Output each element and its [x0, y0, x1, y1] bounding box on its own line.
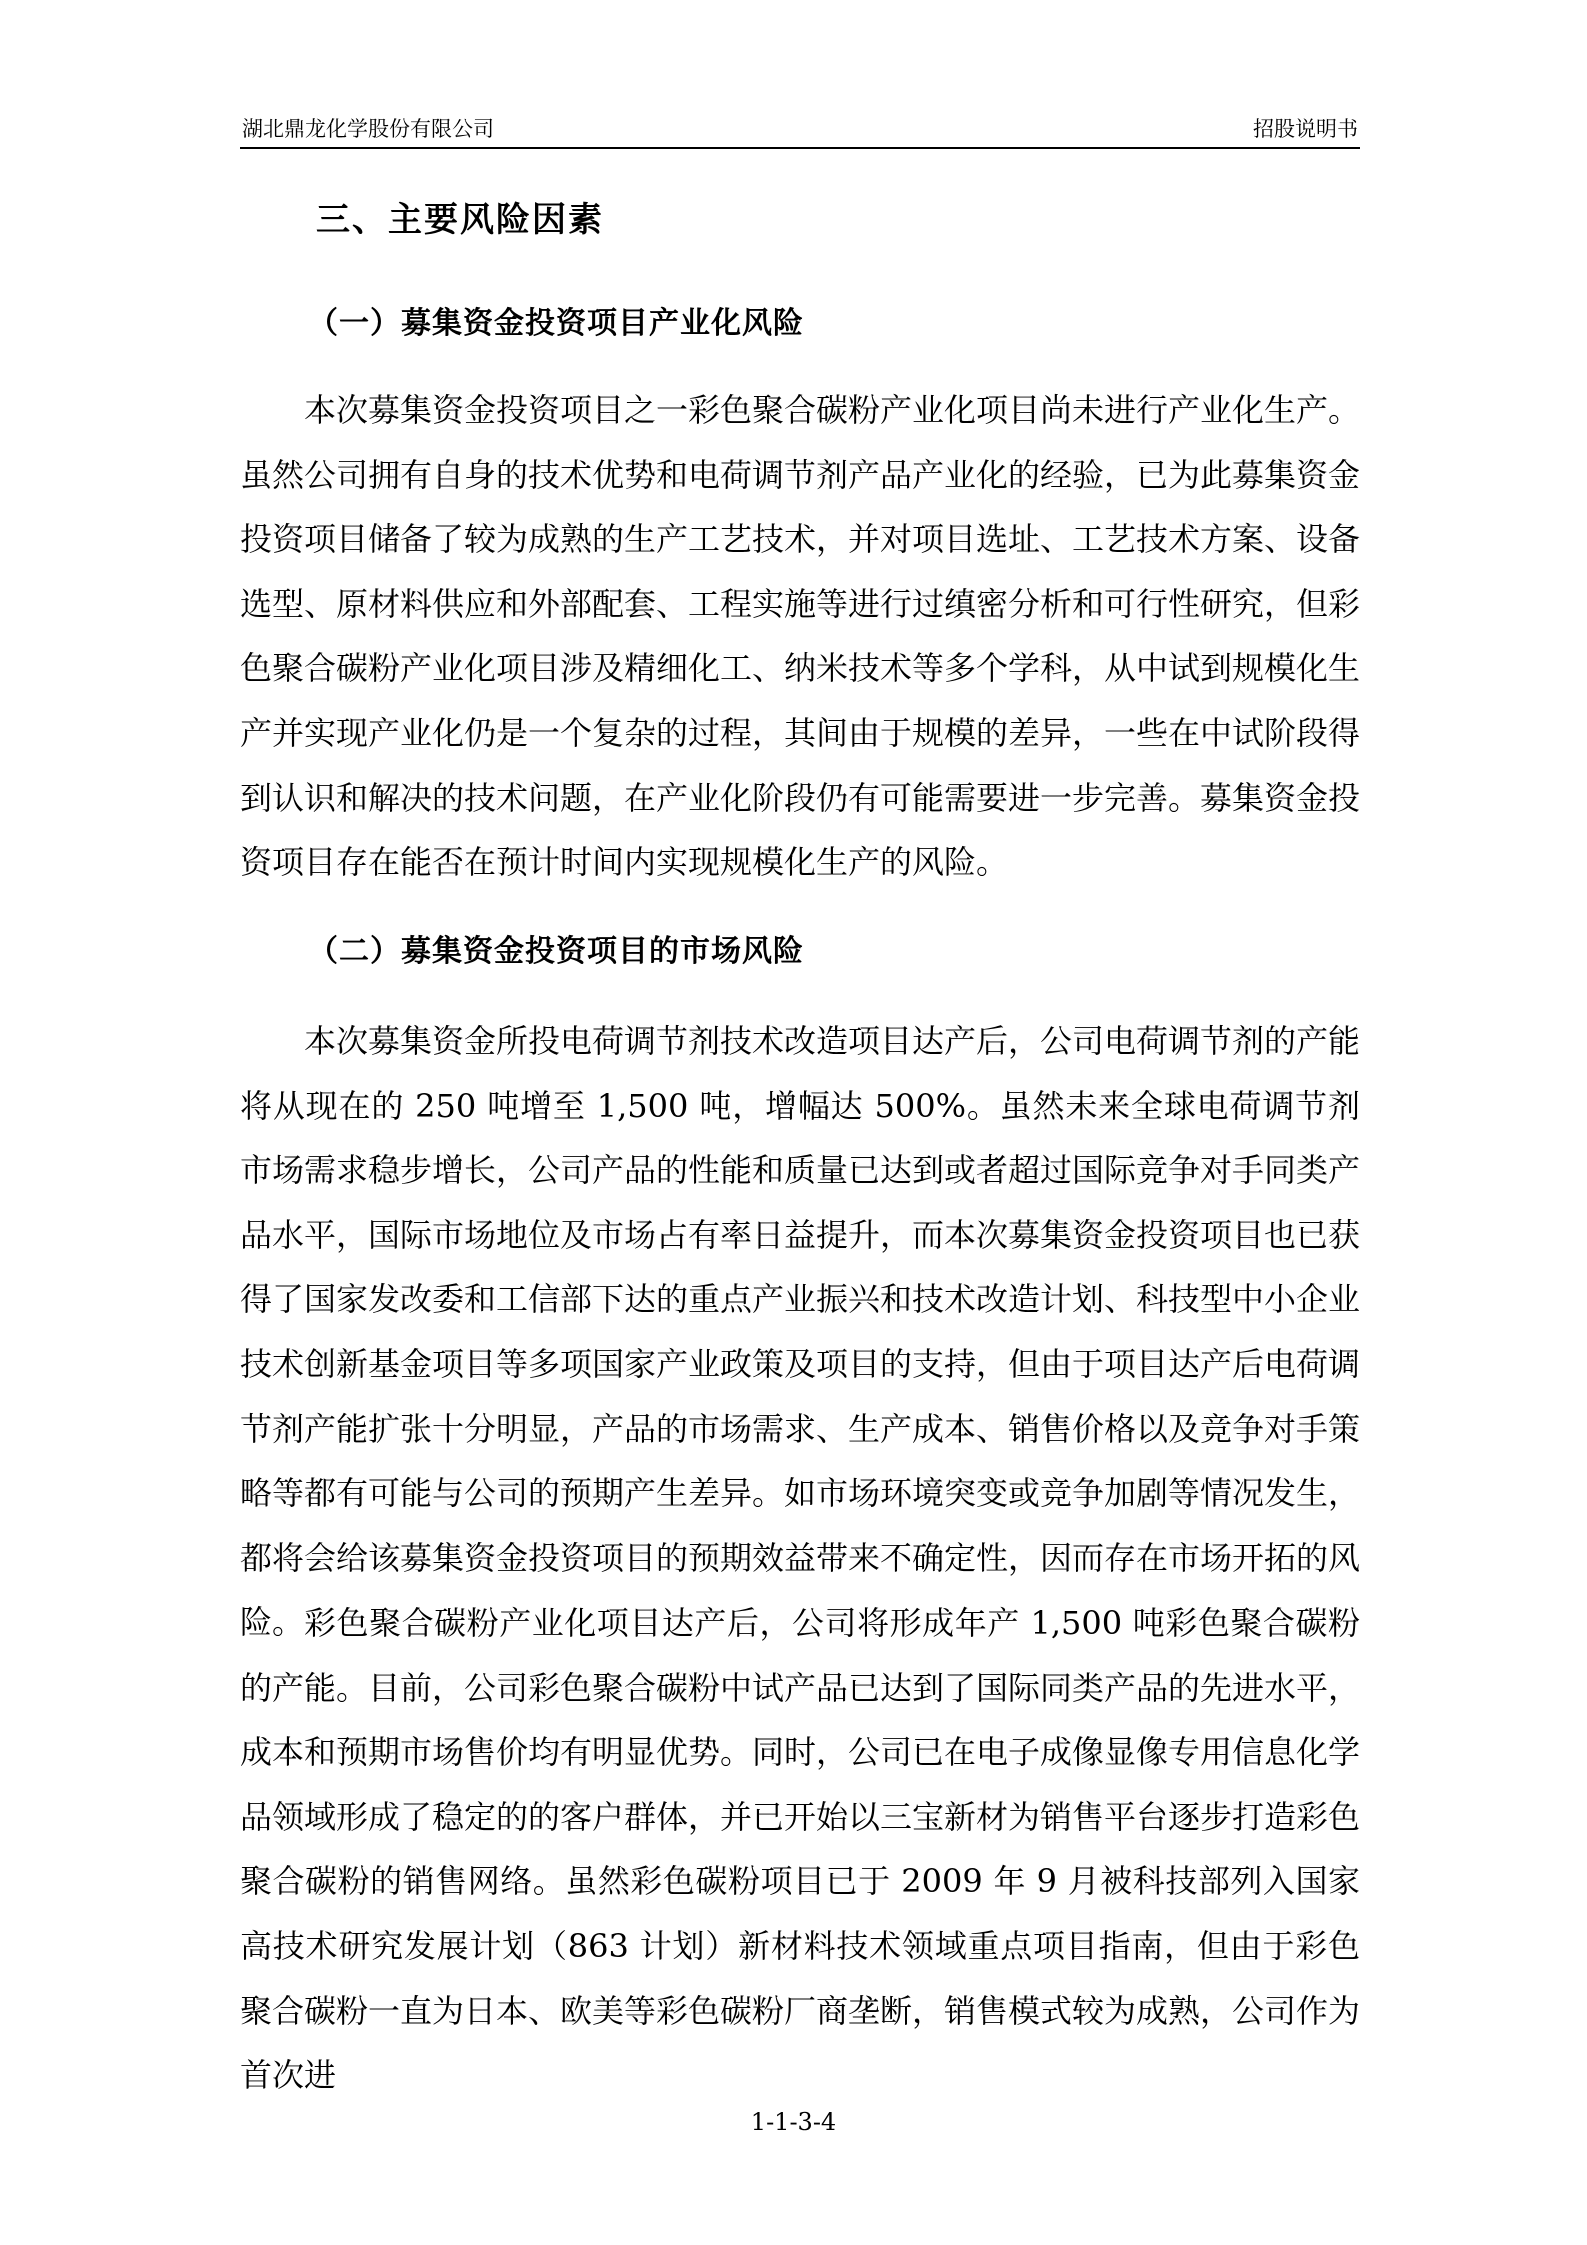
paragraph-industrialization-risk: 本次募集资金投资项目之一彩色聚合碳粉产业化项目尚未进行产业化生产。虽然公司拥有自身的技术优势和电荷调节剂产品产业化的经验，已为此募集资金投资项目储备了较为成熟的生产工艺技术，并对项目选址、工艺技术方案、设备选型、原材料供应和外部配套、工程实施等进行过缜密分析和可行性研究，但彩色聚合碳粉产业化项目涉及精细化工、纳米技术等多个学科，从中试到规模化生产并实现产业化仍是一个复杂的过程，其间由于规模的差异，一些在中试阶段得到认识和解决的技术问题，在产业化阶段仍有可能需要进一步完善。募集资金投资项目存在能否在预计时间内实现规模化生产的风险。 — [240, 391, 1361, 882]
page-header — [240, 111, 1360, 149]
section-title: 三、主要风险因素 — [316, 200, 604, 240]
paragraph-market-risk-color-toner: 彩色聚合碳粉产业化项目达产后，公司将形成年产 1,500 吨彩色聚合碳粉的产能。目前，公司彩色聚合碳粉中试产品已达到了国际同类产品的先进水平，成本和预期市场售价均有明显优势。同时，公司已在电子成像显像专用信息化学品领域形成了稳定的的客户群体，并已开始以三宝新材为销售平台逐步打造彩色聚合碳粉的销售网络。虽然彩色碳粉项目已于 2009 年 9 月被科技部列入国家高技术研究发展计划（863 计划）新材料技术领域重点项目指南，但由于彩色聚合碳粉一直为日本、欧美等彩色碳粉厂商垄断，销售模式较为成熟，公司作为首次进 — [240, 1604, 1361, 2095]
subsection-title-2: （二）募集资金投资项目的市场风险 — [308, 934, 804, 969]
header-document-type: 招股说明书 — [1253, 117, 1358, 141]
paragraph-market-risk-charge-agent: 本次募集资金所投电荷调节剂技术改造项目达产后，公司电荷调节剂的产能将从现在的 250 吨增至 1,500 吨，增幅达 500%。虽然未来全球电荷调节剂市场需求稳步增长，公司产品的性能和质量已达到或者超过国际竞争对手同类产品水平，国际市场地位及市场占有率日益提升，而本次募集资金投资项目也已获得了国家发改委和工信部下达的重点产业振兴和技术改造计划、科技型中小企业技术创新基金项目等多项国家产业政策及项目的支持，但由于项目达产后电荷调节剂产能扩张十分明显，产品的市场需求、生产成本、销售价格以及竞争对手策略等都有可能与公司的预期产生差异。如市场环境突变或竞争加剧等情况发生，都将会给该募集资金投资项目的预期效益带来不确定性，因而存在市场开拓的风险。 — [240, 1022, 1361, 1642]
page-number: 1-1-3-4 — [750, 2108, 837, 2136]
header-company-name: 湖北鼎龙化学股份有限公司 — [242, 117, 494, 141]
subsection-title-1: （一）募集资金投资项目产业化风险 — [308, 306, 804, 341]
